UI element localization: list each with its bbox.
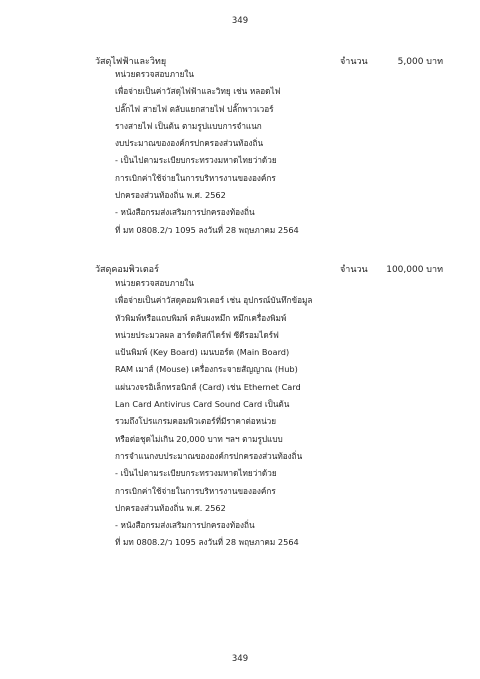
item-amount: 5,000 บาท bbox=[397, 57, 443, 67]
quantity-label: จำนวน bbox=[340, 57, 368, 67]
description-line: รวมถึงโปรแกรมคอมพิวเตอร์ที่มีราคาต่อหน่วย bbox=[115, 416, 277, 427]
description-line: รางสายไฟ เป็นต้น ตามรูปแบบการจำแนก bbox=[115, 120, 262, 131]
description-line: - หนังสือกรมส่งเสริมการปกครองท้องถิ่น bbox=[115, 207, 255, 218]
description-line: หัวพิมพ์หรือแถบพิมพ์ ตลับผงหมึก หมึกเครื่องพิมพ์ bbox=[115, 312, 287, 323]
description-line: - เป็นไปตามระเบียบกระทรวงมหาดไทยว่าด้วย bbox=[115, 468, 277, 479]
page-number-top: 349 bbox=[231, 16, 249, 26]
description-line: ปกครองส่วนท้องถิ่น พ.ศ. 2562 bbox=[115, 190, 226, 201]
description-line: ปลั๊กไฟ สายไฟ ตลับแยกสายไฟ ปลั๊กพาวเวอร์ bbox=[115, 103, 274, 114]
description-line: งบประมาณขององค์กรปกครองส่วนท้องถิ่น bbox=[115, 138, 264, 149]
description-line: หน่วยประมวลผล ฮาร์ดดิสก์ไดร์ฟ ซีดีรอมไดร์ฟ bbox=[115, 329, 279, 340]
budget-item-header bbox=[95, 262, 455, 276]
description-line: หน่วยตรวจสอบภายใน bbox=[115, 69, 194, 79]
description-line: RAM เมาส์ (Mouse) เครื่องกระจายสัญญาณ (Hub) bbox=[115, 364, 298, 375]
description-line: หรือต่อชุดไม่เกิน 20,000 บาท ฯลฯ ตามรูปแบบ bbox=[115, 433, 283, 444]
item-title: วัสดุไฟฟ้าและวิทยุ bbox=[95, 57, 167, 67]
item-amount: 100,000 บาท bbox=[386, 265, 443, 275]
description-line: หน่วยตรวจสอบภายใน bbox=[115, 278, 194, 288]
description-line: Lan Card Antivirus Card Sound Card เป็นต้น bbox=[115, 399, 290, 410]
description-line: - หนังสือกรมส่งเสริมการปกครองท้องถิ่น bbox=[115, 520, 255, 531]
description-line: การเบิกค่าใช้จ่ายในการบริหารงานขององค์กร bbox=[115, 485, 276, 496]
description-line: แป้นพิมพ์ (Key Board) เมนบอร์ด (Main Board) bbox=[115, 347, 290, 358]
description-line: ที่ มท 0808.2/ว 1095 ลงวันที่ 28 พฤษภาคม 2564 bbox=[115, 224, 299, 235]
item-description bbox=[115, 66, 435, 239]
item-description bbox=[115, 275, 435, 552]
quantity-label: จำนวน bbox=[340, 265, 368, 275]
description-line: ปกครองส่วนท้องถิ่น พ.ศ. 2562 bbox=[115, 502, 226, 513]
description-line: การเบิกค่าใช้จ่ายในการบริหารงานขององค์กร bbox=[115, 172, 276, 183]
description-line: แผ่นวงจรอิเล็กทรอนิกส์ (Card) เช่น Ethernet Card bbox=[115, 381, 301, 392]
page-number-bottom: 349 bbox=[231, 654, 249, 664]
description-line: เพื่อจ่ายเป็นค่าวัสดุคอมพิวเตอร์ เช่น อุปกรณ์บันทึกข้อมูล bbox=[115, 295, 313, 306]
description-line: ที่ มท 0808.2/ว 1095 ลงวันที่ 28 พฤษภาคม 2564 bbox=[115, 537, 299, 548]
description-line: - เป็นไปตามระเบียบกระทรวงมหาดไทยว่าด้วย bbox=[115, 155, 277, 166]
description-line: การจำแนกงบประมาณขององค์กรปกครองส่วนท้องถิ่น bbox=[115, 450, 303, 461]
item-title: วัสดุคอมพิวเตอร์ bbox=[95, 265, 159, 275]
description-line: เพื่อจ่ายเป็นค่าวัสดุไฟฟ้าและวิทยุ เช่น หลอดไฟ bbox=[115, 86, 281, 97]
